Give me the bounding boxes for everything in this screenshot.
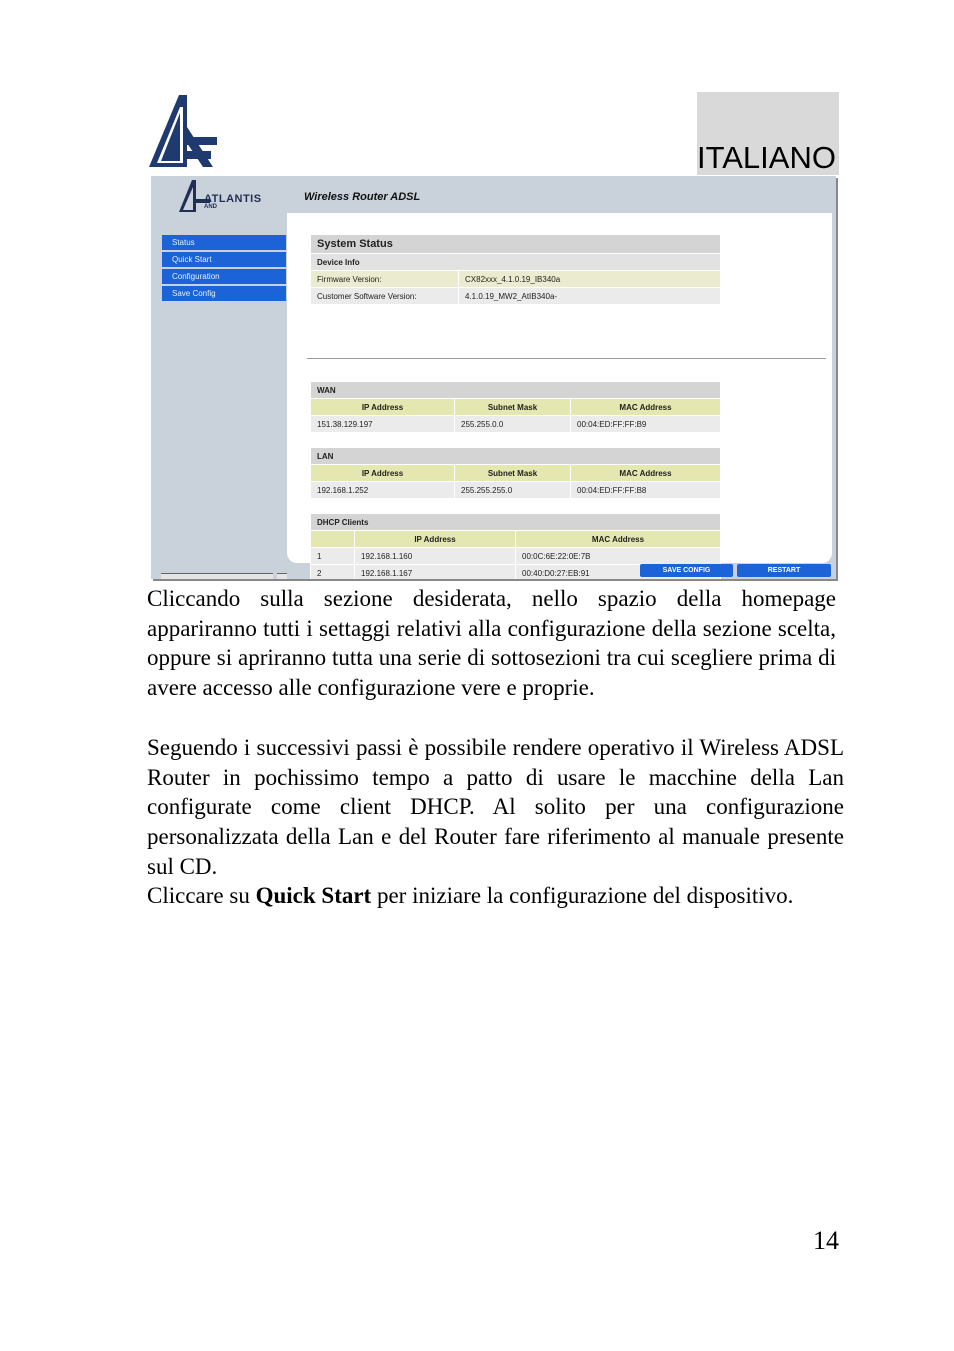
wan-mask: 255.255.0.0 <box>455 416 571 433</box>
section-divider <box>307 358 826 359</box>
wan-col-mac: MAC Address <box>571 399 721 416</box>
dhcp-col-ip: IP Address <box>355 531 516 548</box>
save-config-button[interactable]: SAVE CONFIG <box>640 564 733 577</box>
router-logo <box>178 179 268 218</box>
wan-ip: 151.38.129.197 <box>311 416 455 433</box>
router-brand-sub: AND <box>204 204 217 210</box>
lan-title: LAN <box>311 448 721 465</box>
lan-col-ip: IP Address <box>311 465 455 482</box>
router-main <box>287 176 836 579</box>
lan-mac: 00:04:ED:FF:FF:B8 <box>571 482 721 499</box>
software-value: 4.1.0.19_MW2_AtIB340a- <box>459 288 721 305</box>
quick-start-emphasis: Quick Start <box>255 883 372 908</box>
lan-col-mask: Subnet Mask <box>455 465 571 482</box>
system-status-title: System Status <box>311 235 721 254</box>
lan-col-mac: MAC Address <box>571 465 721 482</box>
atlantis-logo <box>147 93 219 169</box>
restart-button[interactable]: RESTART <box>737 564 831 577</box>
wan-title: WAN <box>311 382 721 399</box>
lan-ip: 192.168.1.252 <box>311 482 455 499</box>
wan-mac: 00:04:ED:FF:FF:B9 <box>571 416 721 433</box>
wan-col-mask: Subnet Mask <box>455 399 571 416</box>
dhcp-index: 1 <box>311 548 355 565</box>
router-title: Wireless Router ADSL <box>304 191 421 203</box>
page-number: 14 <box>813 1226 839 1255</box>
dhcp-ip: 192.168.1.160 <box>355 548 516 565</box>
router-header <box>287 176 836 213</box>
dhcp-col-mac: MAC Address <box>516 531 721 548</box>
device-info-title: Device Info <box>311 254 721 271</box>
firmware-label: Firmware Version: <box>311 271 459 288</box>
paragraph-1: Cliccando sulla sezione desiderata, nello spazio della homepage appariranno tutti i settaggi relativi alla configurazione della sezione scelta, oppure si apriranno tutta una serie di sottosezioni tra cui scegliere prima di avere accesso alle configurazione vere e proprie. <box>147 586 836 701</box>
table-row <box>311 548 721 565</box>
paragraph-3-pre: Cliccare su <box>147 883 256 908</box>
wan-table <box>310 381 721 433</box>
nav-quick-start[interactable]: Quick Start <box>162 252 286 268</box>
router-screenshot <box>151 176 836 579</box>
dhcp-mac: 00:40:D0:27:EB:91 <box>516 565 721 580</box>
dhcp-col-index <box>311 531 355 548</box>
system-status-table <box>310 234 721 305</box>
sidebar-scrollbar-arrow[interactable] <box>277 573 287 579</box>
firmware-value: CX82xxx_4.1.0.19_IB340a <box>459 271 721 288</box>
router-brand: ATLANTIS <box>204 193 262 205</box>
language-label: ITALIANO <box>697 140 836 175</box>
nav-save-config[interactable]: Save Config <box>162 286 286 302</box>
sidebar-scrollbar[interactable] <box>161 573 273 579</box>
lan-table <box>310 447 721 499</box>
nav-configuration[interactable]: Configuration <box>162 269 286 285</box>
paragraph-2: Seguendo i successivi passi è possibile rendere operativo il Wireless ADSL Router in pochissimo tempo a patto di usare le macchine della Lan configurate come client DHCP. Al solito per una configurazione personalizzata della Lan e del Router fare riferimento al manuale presente sul CD. <box>147 735 844 879</box>
router-sidebar <box>151 176 287 579</box>
lan-mask: 255.255.255.0 <box>455 482 571 499</box>
dhcp-index: 2 <box>311 565 355 580</box>
software-label: Customer Software Version: <box>311 288 459 305</box>
dhcp-title: DHCP Clients <box>311 514 721 531</box>
dhcp-ip: 192.168.1.167 <box>355 565 516 580</box>
dhcp-mac: 00:0C:6E:22:0E:7B <box>516 548 721 565</box>
paragraph-3 <box>147 881 844 911</box>
nav-status[interactable]: Status <box>162 235 286 251</box>
wan-col-ip: IP Address <box>311 399 455 416</box>
paragraph-3-post: per iniziare la configurazione del dispositivo. <box>371 883 794 908</box>
